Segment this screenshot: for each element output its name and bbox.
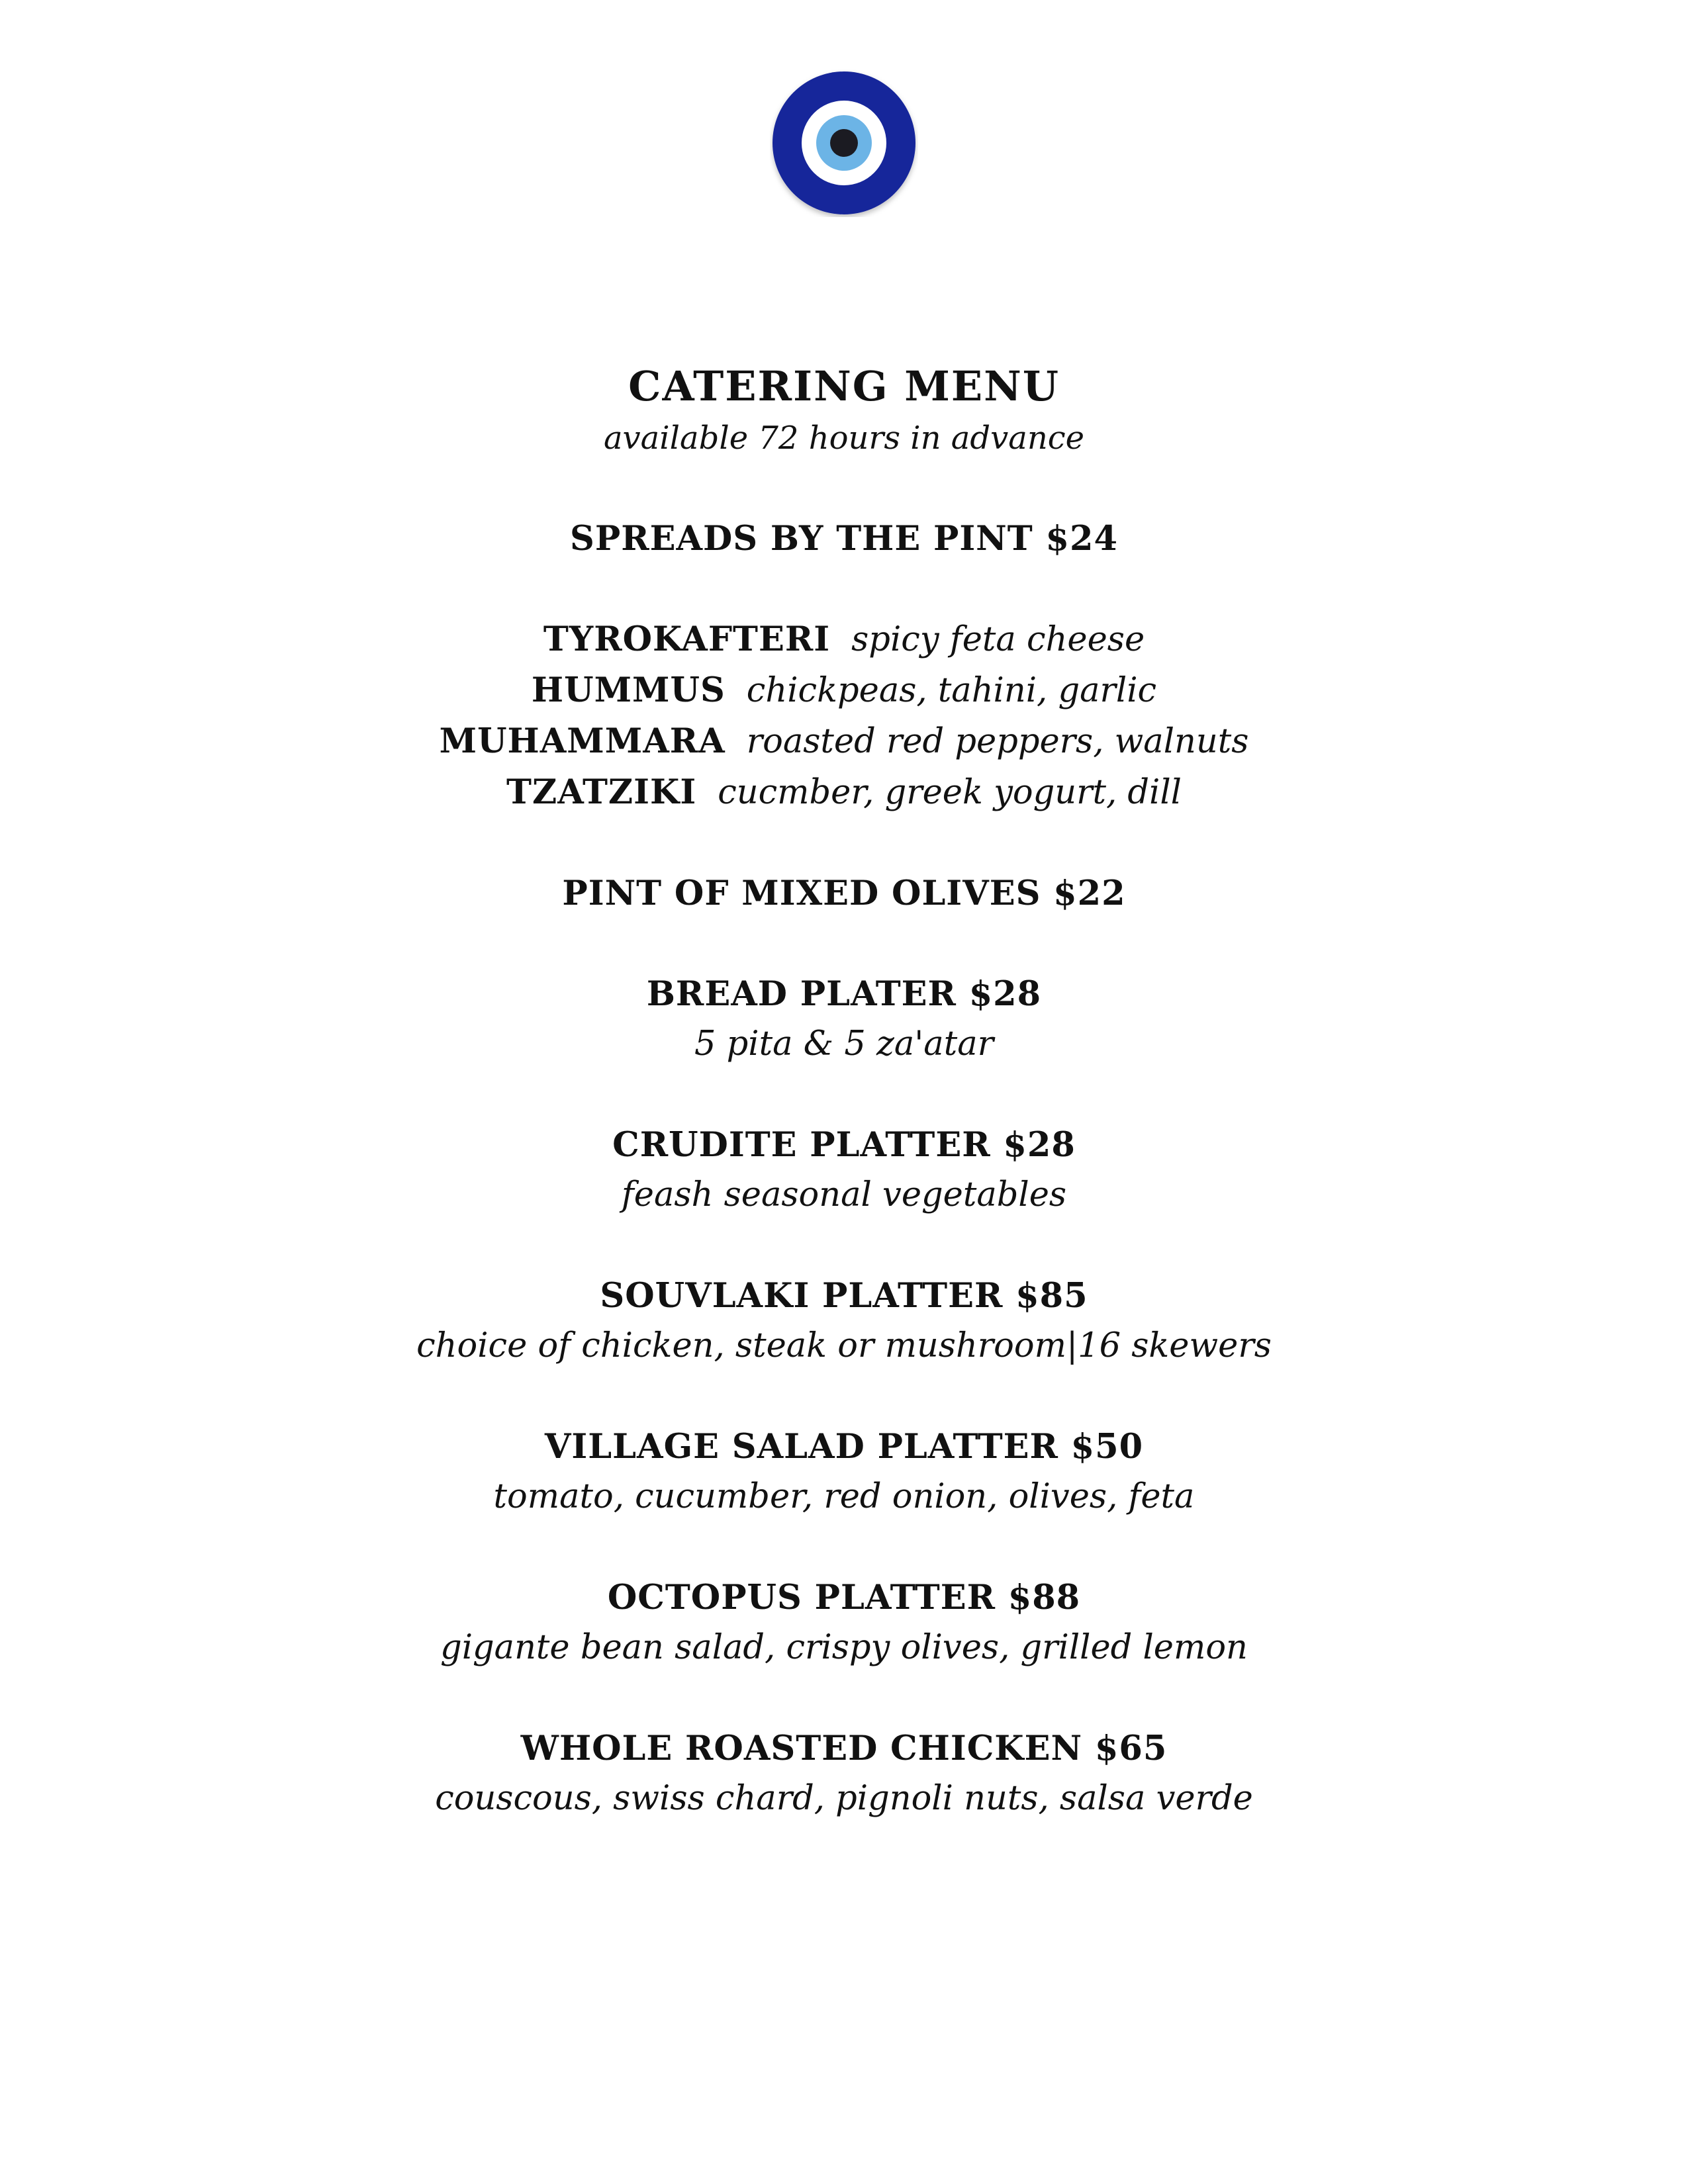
spread-name: TYROKAFTERI [543,619,831,659]
spread-description: spicy feta cheese [851,620,1145,659]
spread-name: MUHAMMARA [439,721,726,761]
chicken-heading: WHOLE ROASTED CHICKEN $65 [520,1729,1168,1768]
chicken-description: couscous, swiss chard, pignoli nuts, salsa verde [435,1779,1253,1818]
village-salad-description: tomato, cucumber, red onion, olives, feta [493,1477,1195,1516]
spreads-section [0,514,1688,818]
spreads-heading: SPREADS BY THE PINT $24 [570,519,1118,559]
spread-description: chickpeas, tahini, garlic [746,671,1157,710]
spread-name: HUMMUS [531,670,726,710]
crudite-section [0,1120,1688,1220]
spread-description: cucmber, greek yogurt, dill [718,773,1182,812]
octopus-heading: OCTOPUS PLATTER $88 [607,1578,1081,1617]
spreads-list [0,614,1688,818]
menu-title: CATERING MENU [628,362,1060,410]
bread-section [0,969,1688,1069]
menu-header [0,360,1688,463]
spread-item [0,665,1688,716]
eye-pupil [830,129,858,157]
spread-item [0,767,1688,818]
spread-item [0,614,1688,665]
evil-eye-icon [770,69,918,217]
spread-item [0,716,1688,767]
menu-subtitle: available 72 hours in advance [603,420,1085,457]
olives-heading: PINT OF MIXED OLIVES $22 [562,874,1126,913]
village-salad-section [0,1422,1688,1522]
bread-heading: BREAD PLATER $28 [646,974,1042,1014]
octopus-description: gigante bean salad, crispy olives, grilled lemon [440,1628,1248,1667]
bread-description: 5 pita & 5 za'atar [694,1024,994,1064]
spread-name: TZATZIKI [506,772,697,812]
souvlaki-heading: SOUVLAKI PLATTER $85 [600,1276,1088,1316]
catering-menu [0,344,1688,1824]
crudite-heading: CRUDITE PLATTER $28 [612,1125,1076,1165]
village-salad-heading: VILLAGE SALAD PLATTER $50 [544,1427,1144,1467]
spread-description: roasted red peppers, walnuts [746,722,1249,761]
chicken-section [0,1723,1688,1824]
octopus-section [0,1572,1688,1673]
olives-section [0,868,1688,919]
souvlaki-description: choice of chicken, steak or mushroom|16 skewers [416,1326,1272,1365]
souvlaki-section [0,1271,1688,1371]
crudite-description: feash seasonal vegetables [621,1175,1067,1214]
